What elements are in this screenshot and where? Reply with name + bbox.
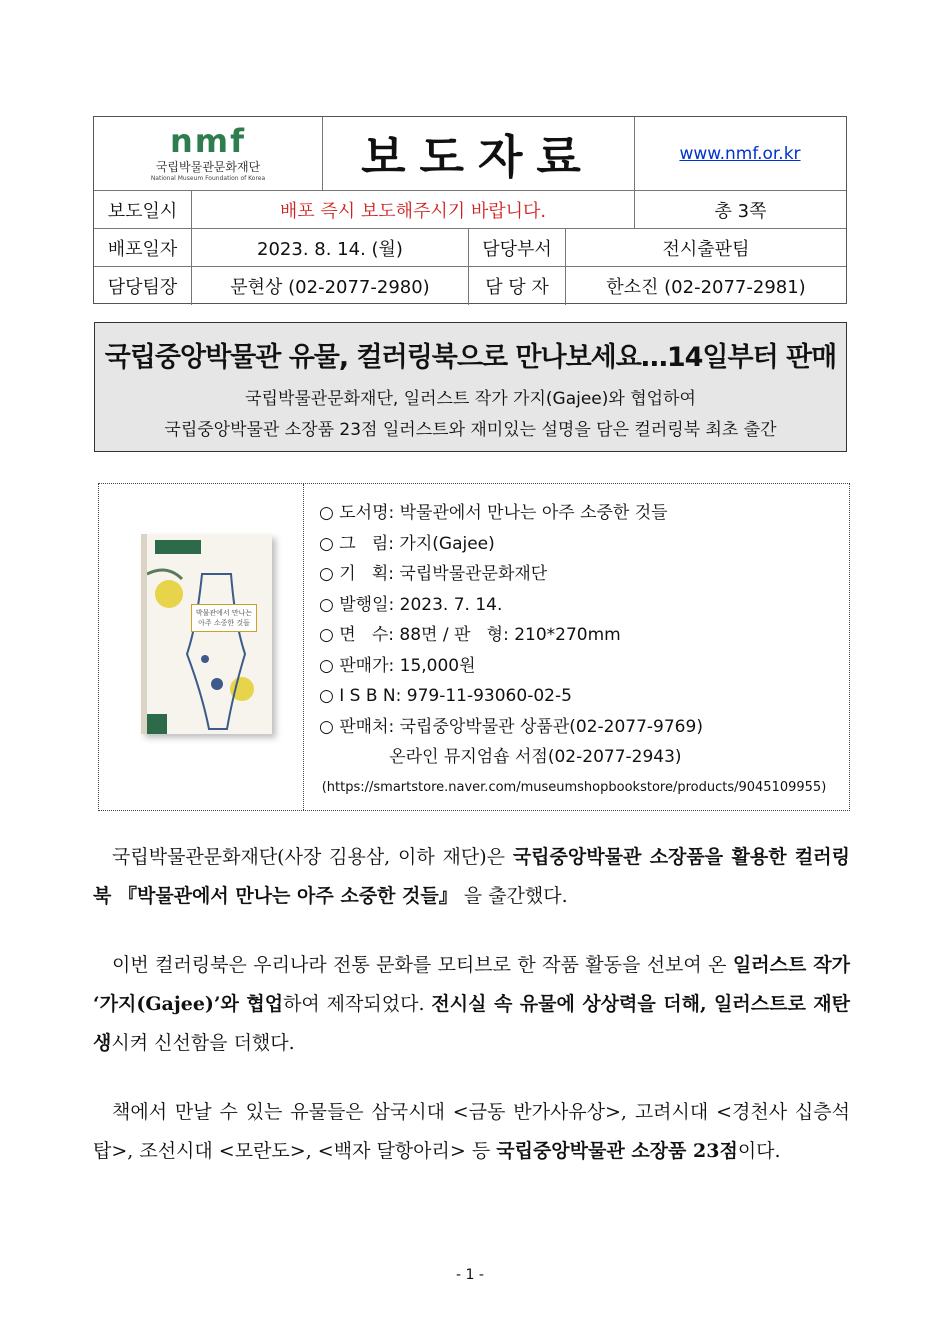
book-cover-image [99, 484, 304, 810]
book-cover [141, 534, 272, 734]
lead-label: 담당팀장 [107, 277, 178, 298]
press-header-table [93, 116, 847, 304]
logo-korean: 국립박물관문화재단 [155, 159, 261, 174]
release-value: 배포 즉시 보도해주시기 바랍니다. [191, 191, 634, 229]
paragraph-text: 시켜 신선함을 더했다. [111, 1032, 295, 1054]
header-row-contact [94, 266, 846, 305]
lead-value: 문현상 (02-2077-2980) [191, 267, 468, 305]
contact-label: 담 당 자 [468, 267, 565, 305]
page-number: - 1 - [456, 1267, 484, 1283]
book-detail-line: ○ 면 수: 88면 / 판 형: 210*270mm [319, 625, 621, 645]
paragraph-bold: 국립중앙박물관 소장품 23점 [496, 1140, 738, 1162]
contact-value: 한소진 (02-2077-2981) [565, 267, 846, 305]
paragraph-bold: 국립중앙박물관 소장품을 활용한 컬러링북 『박물관에서 만나는 아주 소중한 것들』 [93, 846, 850, 907]
page-count: 총 3쪽 [634, 191, 846, 229]
paragraph-text: 이번 컬러링북은 우리나라 전통 문화를 모티브로 한 작품 활동을 선보여 온 [112, 954, 733, 976]
book-detail-line: ○ 기 획: 국립박물관문화재단 [319, 564, 548, 584]
doc-title: 보도자료 [322, 117, 635, 190]
paragraph-text: 책에서 만날 수 있는 유물들은 삼국시대 <금동 반가사유상>, 고려시대 <경천사 십층석탑>, 조선시대 <모란도>, <백자 달항아리> 등 [93, 1101, 850, 1162]
headline-subtitle-1: 국립박물관문화재단, 일러스트 작가 가지(Gajee)와 협업하여 [245, 389, 696, 409]
book-detail-line: ○ 판매처: 국립중앙박물관 상품관(02-2077-9769) [319, 716, 703, 737]
paragraph-2 [93, 946, 850, 1063]
headline-subtitle-2: 국립중앙박물관 소장품 23점 일러스트와 재미있는 설명을 담은 컬러링북 최초 출간 [164, 420, 777, 440]
dept-label: 담당부서 [468, 229, 565, 267]
book-details [319, 498, 839, 803]
paragraph-3 [93, 1093, 850, 1171]
paragraph-bold: 전시실 속 유물에 상상력을 더해, 일러스트로 재탄생 [93, 993, 850, 1054]
logo-mark: nmf [169, 121, 247, 160]
logo [94, 117, 323, 190]
headline-box [94, 322, 847, 452]
date-value: 2023. 8. 14. (월) [191, 229, 468, 267]
paragraph-bold: 일러스트 작가 ‘가지(Gajee)’와 협업 [93, 954, 850, 1015]
paragraph-text: 이다. [737, 1140, 781, 1162]
headline-title: 국립중앙박물관 유물, 컬러링북으로 만나보세요…14일부터 판매 [104, 342, 837, 373]
book-detail-line: ○ 그 림: 가지(Gajee) [319, 533, 495, 554]
paragraph-text: 국립박물관문화재단(사장 김용삼, 이하 재단)은 [112, 846, 513, 868]
book-detail-line: ○ 발행일: 2023. 7. 14. [319, 594, 503, 615]
shop-link[interactable]: (https://smartstore.naver.com/museumshopbookstore/products/9045109955) [321, 779, 827, 795]
paragraph-text: 하여 제작되었다. [283, 993, 432, 1015]
date-label: 배포일자 [107, 239, 178, 260]
book-detail-line: 온라인 뮤지엄숍 서점(02-2077-2943) [319, 747, 682, 767]
book-detail-line: ○ 도서명: 박물관에서 만나는 아주 소중한 것들 [319, 503, 668, 523]
logo-english: National Museum Foundation of Korea [150, 174, 266, 182]
release-label: 보도일시 [107, 201, 178, 222]
paragraph-text: 을 출간했다. [463, 885, 568, 907]
website-link[interactable]: www.nmf.or.kr [679, 143, 801, 164]
dept-value: 전시출판팀 [565, 229, 846, 267]
book-detail-line: ○ 판매가: 15,000원 [319, 655, 476, 676]
cover-illustration [147, 534, 272, 734]
paragraph-1 [93, 838, 850, 916]
header-row-date [94, 228, 846, 267]
website-cell [634, 117, 846, 190]
book-info-box [98, 483, 850, 811]
header-row-release [94, 190, 846, 229]
cover-title: 박물관에서 만나는 아주 소중한 것들 [191, 604, 257, 632]
book-detail-line: ○ I S B N: 979-11-93060-02-5 [319, 686, 572, 706]
